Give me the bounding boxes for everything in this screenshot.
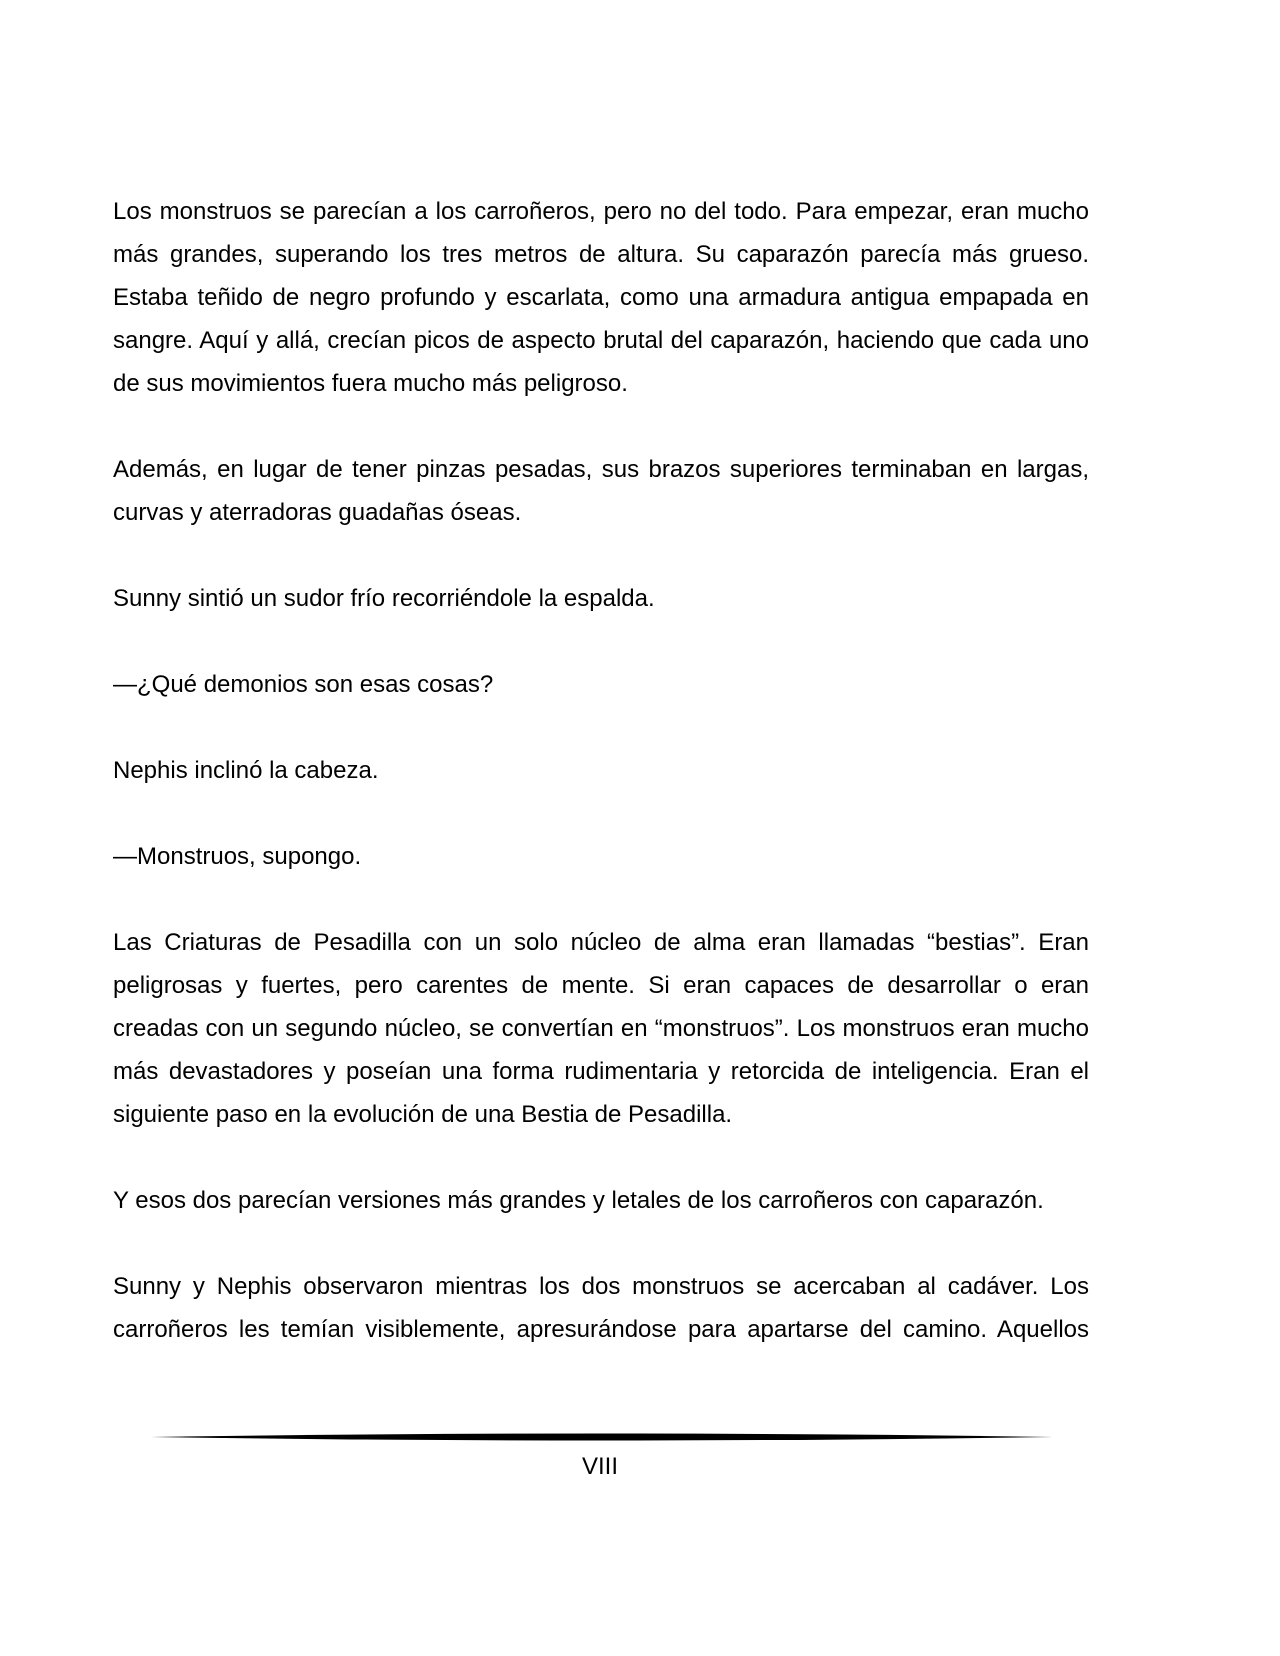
page-number: VIII — [581, 1453, 618, 1480]
paragraph-7: Las Criaturas de Pesadilla con un solo núcleo de alma eran llamadas “bestias”. Eran peligrosas y fuertes, pero carentes de mente. Si eran capaces de desarrollar o eran creadas con un segundo núcleo, se convertían en “monstruos”. Los monstruos eran mucho más devastadores y poseían una forma rudimentaria y retorcida de inteligencia. Eran el siguiente paso en la evolución de una Bestia de Pesadilla. — [113, 929, 1089, 1128]
paragraph-8: Y esos dos parecían versiones más grandes y letales de los carroñeros con caparazón. — [113, 1187, 1044, 1214]
footer-divider — [151, 1430, 1053, 1444]
body-text — [113, 190, 1089, 1394]
paragraph-9: Sunny y Nephis observaron mientras los dos monstruos se acercaban al cadáver. Los carroñeros les temían visiblemente, apresurándose para apartarse del camino. Aquellos — [113, 1273, 1089, 1343]
paragraph-3: Sunny sintió un sudor frío recorriéndole la espalda. — [113, 585, 655, 612]
paragraph-1: Los monstruos se parecían a los carroñeros, pero no del todo. Para empezar, eran mucho más grandes, superando los tres metros de altura. Su caparazón parecía más grueso. Estaba teñido de negro profundo y escarlata, como una armadura antigua empapada en sangre. Aquí y allá, crecían picos de aspecto brutal del caparazón, haciendo que cada uno de sus movimientos fuera mucho más peligroso. — [113, 198, 1089, 397]
paragraph-4: —¿Qué demonios son esas cosas? — [113, 671, 494, 698]
paragraph-2: Además, en lugar de tener pinzas pesadas, sus brazos superiores terminaban en largas, curvas y aterradoras guadañas óseas. — [113, 456, 1089, 526]
paragraph-5: Nephis inclinó la cabeza. — [113, 757, 379, 784]
paragraph-6: —Monstruos, supongo. — [113, 843, 362, 870]
